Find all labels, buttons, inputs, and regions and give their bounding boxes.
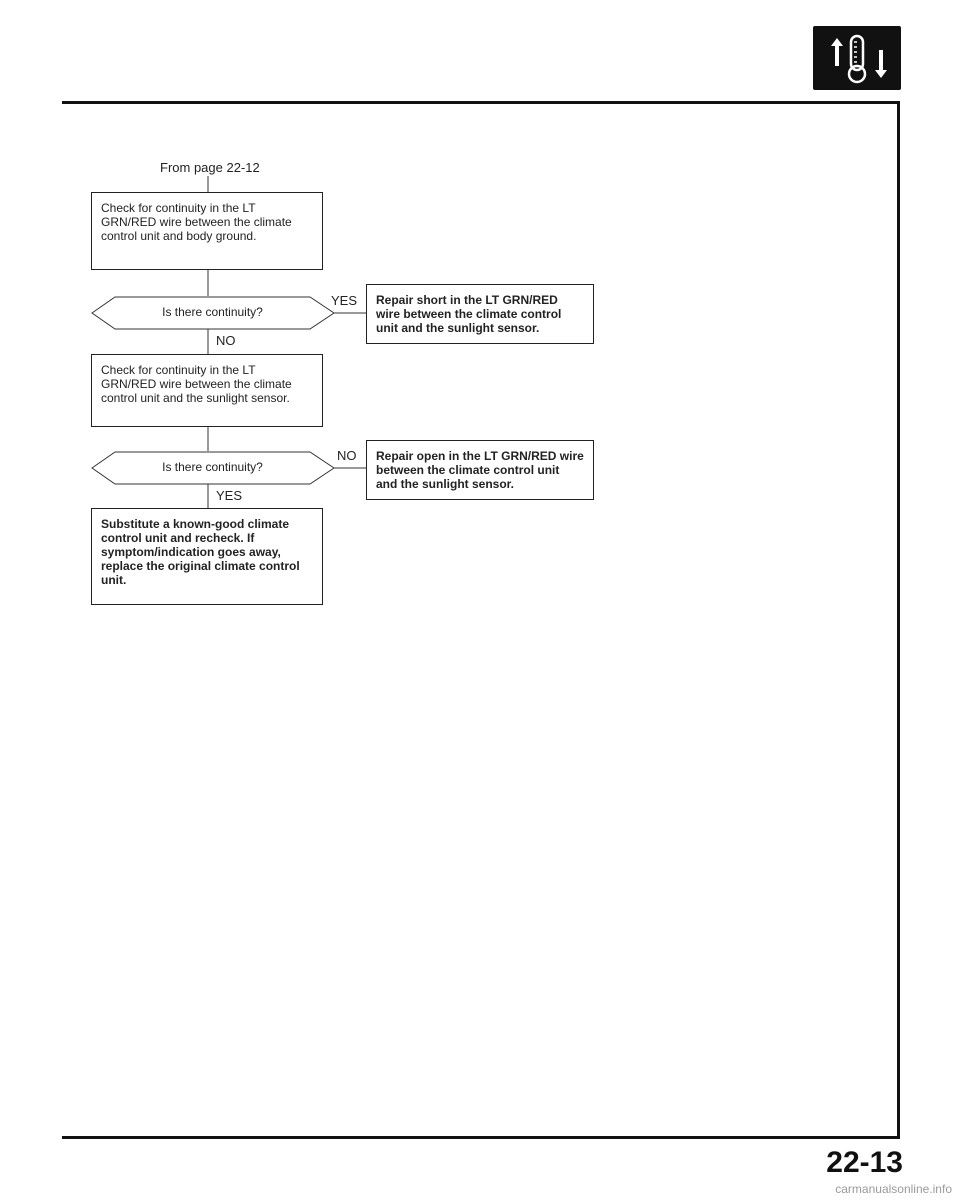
q1-yes-result-box [366,284,594,344]
from-page-label: From page 22-12 [160,160,260,175]
step2-box [91,354,323,427]
step2-text: Check for continuity in the LT GRN/RED wire between the climate control unit and the sunlight sensor. [101,363,292,405]
question2-text: Is there continuity? [162,460,263,474]
question1-text: Is there continuity? [162,305,263,319]
q1-yes-label: YES [331,293,358,308]
step1-text: Check for continuity in the LT GRN/RED wire between the climate control unit and body ground. [101,201,292,243]
q2-no-result-text: Repair open in the LT GRN/RED wire between the climate control unit and the sunlight sensor. [376,449,584,491]
q2-no-result-box [366,440,594,500]
page-number: 22-13 [826,1146,903,1179]
final-step-box [91,508,323,605]
q2-no-label: NO [337,448,357,463]
final-step-text: Substitute a known-good climate control unit and recheck. If symptom/indication goes away, replace the original climate control unit. [101,517,300,587]
step1-box [91,192,323,270]
watermark: carmanualsonline.info [835,1182,952,1196]
q1-yes-result-text: Repair short in the LT GRN/RED wire between the climate control unit and the sunlight sensor. [376,293,562,335]
q2-yes-label: YES [216,488,243,503]
q1-no-label: NO [216,333,236,348]
